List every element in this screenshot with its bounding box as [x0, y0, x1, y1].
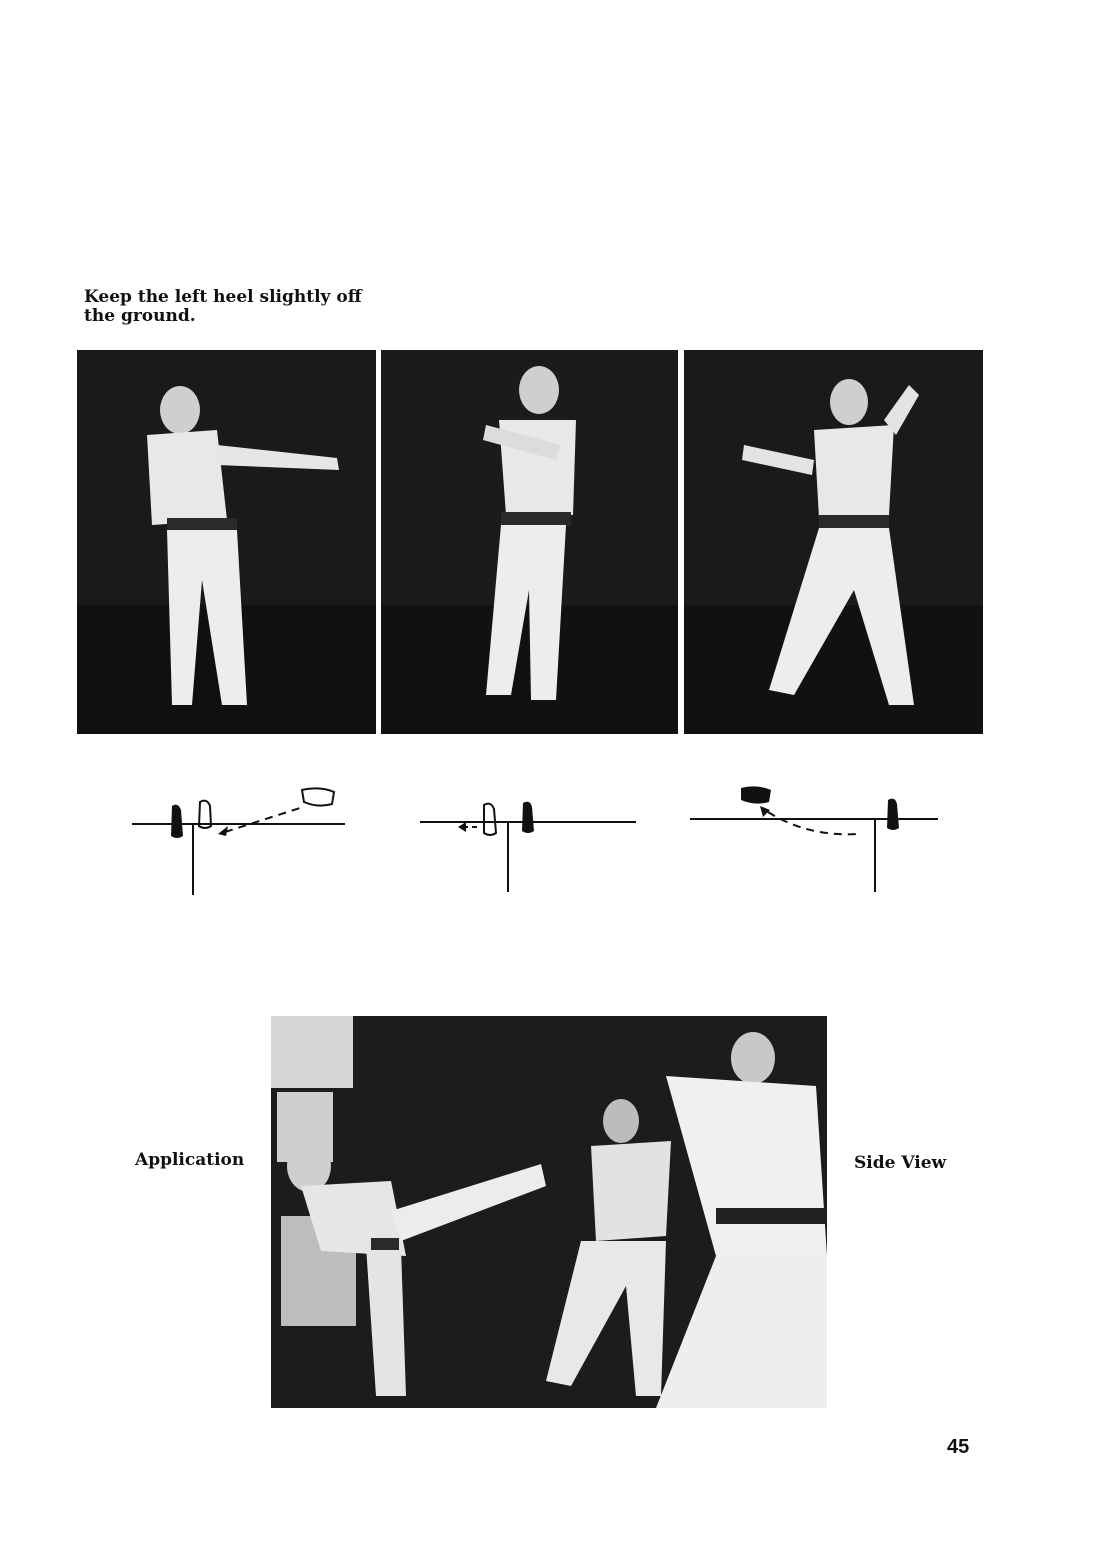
foot-icon: [887, 799, 899, 830]
sequence-photo-1: [77, 350, 376, 734]
footwork-diagram-1: [130, 780, 350, 900]
sequence-photo-2: [381, 350, 678, 734]
figure-illustration: [381, 350, 678, 734]
kick-application-illustration: [271, 1016, 827, 1408]
page-number: 45: [947, 1436, 970, 1458]
side-view-label: Side View: [854, 1153, 947, 1173]
foot-outline-icon: [302, 788, 334, 805]
footwork-diagram-3: [688, 782, 943, 897]
footwork-diagram-2: [418, 795, 638, 895]
figure-illustration: [684, 350, 983, 734]
foot-outline-icon: [484, 804, 496, 835]
foot-icon: [741, 786, 771, 803]
application-label: Application: [135, 1150, 245, 1170]
arrow-icon: [760, 806, 770, 817]
foot-icon: [522, 802, 534, 833]
sequence-photo-3: [684, 350, 983, 734]
arrow-icon: [458, 822, 466, 832]
figure-illustration: [77, 350, 376, 734]
instruction-caption: Keep the left heel slightly off the ground.: [84, 287, 362, 326]
foot-icon: [171, 805, 183, 838]
arrow-icon: [218, 826, 228, 836]
application-photo: [271, 1016, 827, 1408]
